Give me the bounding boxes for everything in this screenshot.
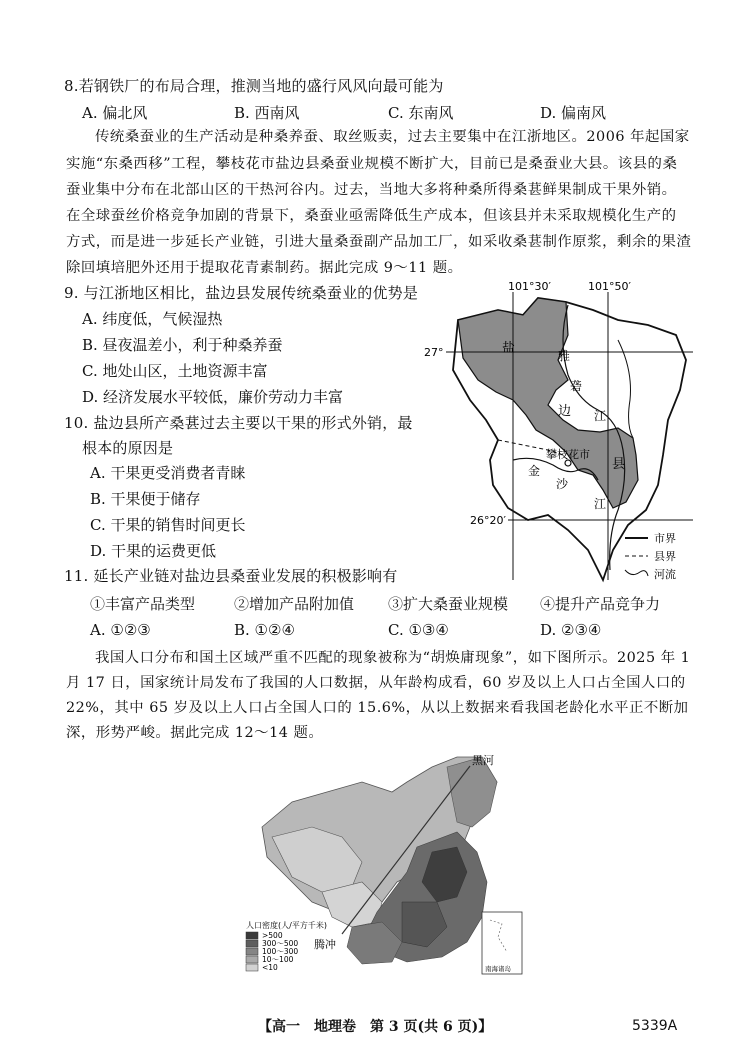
q11-option-b: B. ①②④ (234, 621, 295, 639)
river-ya-1: 雅 (558, 349, 571, 363)
county-char-1: 盐 (502, 341, 516, 356)
q9-option-d: D. 经济发展水平较低，廉价劳动力丰富 (82, 388, 344, 406)
q9-option-a: A. 纬度低，气候湿热 (82, 310, 223, 328)
legend-county: 县界 (654, 550, 676, 563)
q9-stem: 9. 与江浙地区相比，盐边县发展传统桑蚕业的优势是 (64, 284, 419, 302)
passage1-line-2: 实施“东桑西移”工程，攀枝花市盐边县桑蚕业规模不断扩大，目前已是桑蚕业大县。该县的桑 (66, 156, 678, 172)
county-char-3: 县 (612, 457, 626, 472)
q8-option-c: C. 东南风 (388, 104, 454, 122)
legend-item-2: 300～500 (262, 939, 299, 948)
yanbian-county-map (418, 280, 708, 590)
passage2-line-1: 我国人口分布和国土区域严重不匹配的现象被称为“胡焕庸现象”，如下图所示。2025 年 1 (95, 650, 691, 666)
q11-option-d: D. ②③④ (540, 621, 602, 639)
lat-label-2: 26°20′ (470, 514, 506, 527)
county-char-2: 边 (558, 404, 572, 419)
q8-stem: 8.若钢铁厂的布局合理，推测当地的盛行风风向最可能为 (64, 77, 444, 95)
legend-swatch-5 (246, 964, 258, 971)
legend-river: 河流 (654, 568, 676, 581)
river-jinsha-3: 江 (594, 497, 607, 511)
q10-stem-1: 10. 盐边县所产桑葚过去主要以干果的形式外销，最 (64, 414, 413, 432)
passage1-line-4: 在全球蚕丝价格竞争加剧的背景下，桑蚕业亟需降低生产成本，但该县并未采取规模化生产的 (66, 208, 677, 224)
page-footer: 【高一 地理卷 第 3 页(共 6 页)】 (258, 1019, 493, 1035)
legend-swatch-3 (246, 948, 258, 955)
river-ya-2: 砻 (570, 379, 583, 393)
legend-item-1: >500 (262, 931, 283, 940)
q11-item-2: ②增加产品附加值 (234, 595, 355, 613)
legend-swatch-2 (246, 940, 258, 947)
q11-stem: 11. 延长产业链对盐边县桑蚕业发展的积极影响有 (64, 567, 398, 585)
lon-label-1: 101°30′ (508, 280, 551, 293)
china-population-map (232, 752, 528, 978)
legend-river-line (625, 570, 648, 576)
legend-city: 市界 (654, 532, 676, 545)
heihe-label: 黑河 (472, 754, 494, 767)
inset-label: 南海诸岛 (485, 965, 511, 973)
passage1-line-5: 方式，而是进一步延长产业链，引进大量桑蚕副产品加工厂，如采收桑葚制作原浆，剩余的果渣 (66, 234, 692, 250)
q9-option-c: C. 地处山区，土地资源丰富 (82, 362, 268, 380)
q10-option-c: C. 干果的销售时间更长 (90, 516, 246, 534)
q11-item-3: ③扩大桑蚕业规模 (388, 595, 509, 613)
legend-item-5: <10 (262, 963, 278, 972)
q11-item-1: ①丰富产品类型 (90, 595, 196, 613)
q11-option-a: A. ①②③ (90, 621, 151, 639)
passage2-line-2: 月 17 日，国家统计局发布了我国的人口数据，从年龄构成看，60 岁及以上人口占全国人口的 (66, 675, 686, 691)
q9-option-b: B. 昼夜温差小，利于种桑养蚕 (82, 336, 283, 354)
passage1-line-3: 蚕业集中分布在北部山区的干热河谷内。过去，当地大多将种桑所得桑葚鲜果制成干果外销。 (66, 182, 677, 198)
legend-item-3: 100～300 (262, 947, 299, 956)
city-label: 攀枝花市 (546, 448, 590, 461)
passage2-line-4: 深，形势严峻。据此完成 12～14 题。 (66, 725, 324, 741)
passage1-line-6: 除回填培肥外还用于提取花青素制药。据此完成 9～11 题。 (66, 260, 463, 276)
legend-item-4: 10～100 (262, 955, 294, 964)
river-jinsha-1: 金 (528, 464, 541, 478)
q11-option-c: C. ①③④ (388, 621, 449, 639)
legend-swatch-1 (246, 932, 258, 939)
lon-label-2: 101°50′ (588, 280, 631, 293)
q8-option-b: B. 西南风 (234, 104, 300, 122)
q11-item-4: ④提升产品竞争力 (540, 595, 661, 613)
river-jinsha-2: 沙 (556, 477, 569, 491)
legend-title: 人口密度(人/平方千米) (246, 921, 327, 930)
q10-stem-2: 根本的原因是 (82, 439, 174, 457)
q10-option-d: D. 干果的运费更低 (90, 542, 217, 560)
q10-option-a: A. 干果更受消费者青睐 (90, 464, 246, 482)
lat-label-1: 27° (424, 346, 444, 359)
q8-option-d: D. 偏南风 (540, 104, 607, 122)
q10-option-b: B. 干果便于储存 (90, 490, 201, 508)
q8-option-a: A. 偏北风 (82, 104, 148, 122)
tengchong-label: 腾冲 (314, 938, 336, 951)
legend-swatch-4 (246, 956, 258, 963)
passage2-line-3: 22%，其中 65 岁及以上人口占全国人口的 15.6%，从以上数据来看我国老龄化水平正不断加 (66, 700, 689, 716)
passage1-line-1: 传统桑蚕业的生产活动是种桑养蚕、取丝贩卖，过去主要集中在江浙地区。2006 年起国家 (95, 129, 690, 145)
river-ya-3: 江 (594, 409, 607, 423)
exam-code: 5339A (632, 1018, 678, 1034)
